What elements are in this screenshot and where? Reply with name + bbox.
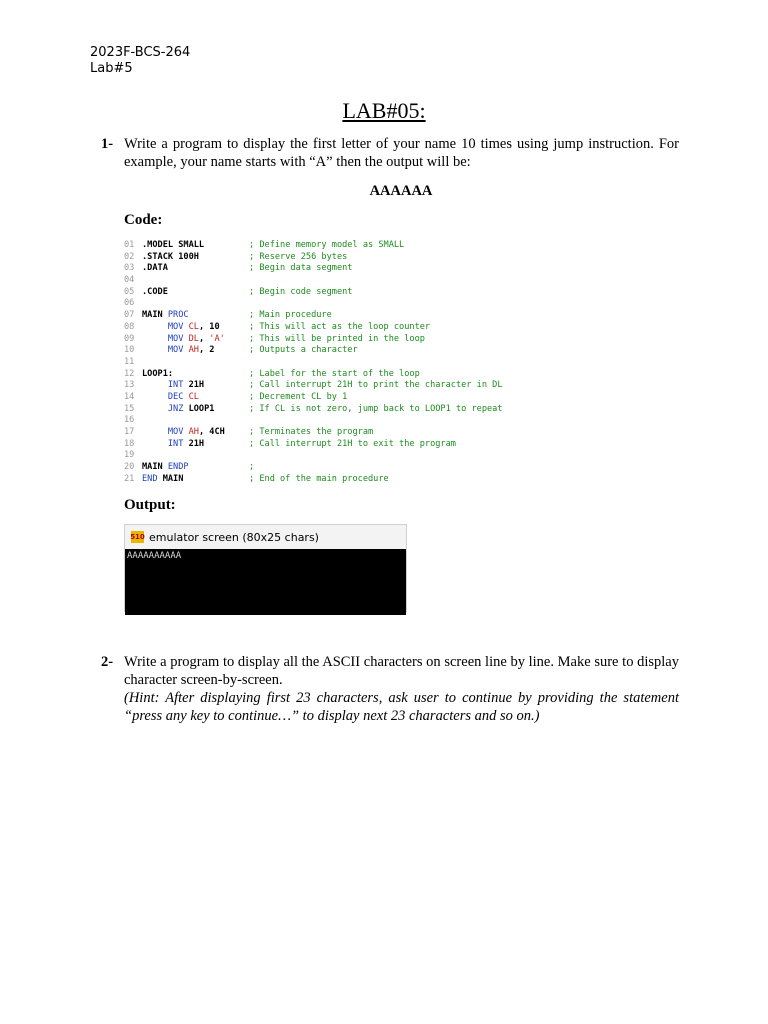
code-text: MOV DL, 'A' [142,333,225,344]
example-output: AAAAAA [369,183,433,199]
code-comment: ; Label for the start of the loop [249,368,420,379]
line-number: 17 [124,427,135,437]
line-number: 02 [124,251,135,262]
line-number: 05 [124,286,135,297]
code-text: MOV AH, 2 [142,345,215,356]
code-text: LOOP1: [142,368,174,379]
code-line [124,345,358,357]
code-line [124,380,503,392]
line-number: 21 [124,473,135,484]
code-line [124,473,389,486]
line-number: 19 [124,450,135,461]
code-line [124,427,374,439]
code-text: .DATA [142,263,168,274]
line-number: 03 [124,263,135,274]
code-line [124,333,425,346]
code-comment: ; Call interrupt 21H to print the character in DL [249,380,503,391]
code-comment: ; Begin code segment [249,286,353,297]
code-text: .CODE [142,286,168,297]
code-line [124,357,142,369]
emulator-title: emulator screen (80x25 chars) [149,530,319,544]
lab-number: Lab#5 [90,61,133,76]
code-line [124,298,142,310]
question-2 [101,653,679,725]
page-title: LAB#05: [342,98,426,123]
page-header [90,45,190,77]
question-1 [101,135,679,171]
line-number: 06 [124,298,135,309]
code-line [124,263,353,275]
line-number: 18 [124,438,135,449]
code-text: MAIN ENDP [142,462,189,473]
line-number: 20 [124,462,135,473]
code-text: MAIN PROC [142,310,189,321]
question-number: 1- [101,136,114,152]
code-comment: ; [249,462,255,473]
code-comment: ; End of the main procedure [249,473,389,484]
code-text: END MAIN [142,473,184,484]
code-text: INT 21H [142,438,205,449]
line-number: 09 [124,333,135,344]
code-comment: ; Begin data segment [249,263,353,274]
code-comment: ; Reserve 256 bytes [249,251,348,262]
code-comment: ; Define memory model as SMALL [249,240,405,250]
question-text: Write a program to display all the ASCII characters on screen line by line. Make sure to display character screen-by-screen. [124,654,679,688]
code-text: JNZ LOOP1 [142,403,215,414]
emulator-titlebar [125,525,406,549]
question-text: Write a program to display the first letter of your name 10 times using jump instruction. For example, your name starts with “A” then the output will be: [124,136,679,170]
code-line [124,450,142,462]
code-line [124,391,348,404]
question-number: 2- [101,654,114,670]
code-line [124,275,142,287]
code-text: DEC CL [142,391,199,402]
code-text: MOV CL, 10 [142,321,220,332]
code-comment: ; If CL is not zero, jump back to LOOP1 to repeat [249,403,503,414]
code-line [124,415,142,427]
code-comment: ; This will be printed in the loop [249,333,425,344]
code-line [124,438,456,451]
code-line [124,310,332,322]
emulator-output: AAAAAAAAAA [127,551,182,561]
code-comment: ; Outputs a character [249,345,358,356]
code-comment: ; Call interrupt 21H to exit the program [249,438,456,449]
code-block [124,240,503,485]
code-text: .MODEL SMALL [142,240,205,250]
emulator-icon: 510 [130,533,145,541]
line-number: 14 [124,391,135,402]
emulator-window [124,524,407,612]
line-number: 13 [124,380,135,391]
line-number: 08 [124,321,135,332]
code-line [124,321,431,334]
line-number: 11 [124,356,135,367]
code-comment: ; Decrement CL by 1 [249,391,348,402]
code-comment: ; Main procedure [249,310,332,321]
code-line [124,240,405,252]
code-label: Code: [124,212,163,228]
code-comment: ; Terminates the program [249,427,374,437]
line-number: 04 [124,275,135,286]
code-line [124,251,348,264]
line-number: 16 [124,415,135,426]
question-hint: (Hint: After displaying first 23 characters, ask user to continue by providing the statement “press any key to continue…” to display next 23 characters and so on.) [124,690,679,724]
code-text: MOV AH, 4CH [142,427,225,437]
line-number: 10 [124,345,135,356]
line-number: 07 [124,310,135,321]
line-number: 12 [124,368,135,379]
code-line [124,403,503,416]
code-comment: ; This will act as the loop counter [249,321,431,332]
code-line [124,286,353,299]
line-number: 01 [124,240,135,250]
output-label: Output: [124,497,176,513]
emulator-screen [125,549,406,615]
question-text-block [124,653,679,725]
line-number: 15 [124,403,135,414]
code-line [124,462,255,474]
code-line [124,368,420,381]
code-text: INT 21H [142,380,205,391]
student-id: 2023F-BCS-264 [90,45,191,60]
code-text: .STACK 100H [142,251,199,262]
